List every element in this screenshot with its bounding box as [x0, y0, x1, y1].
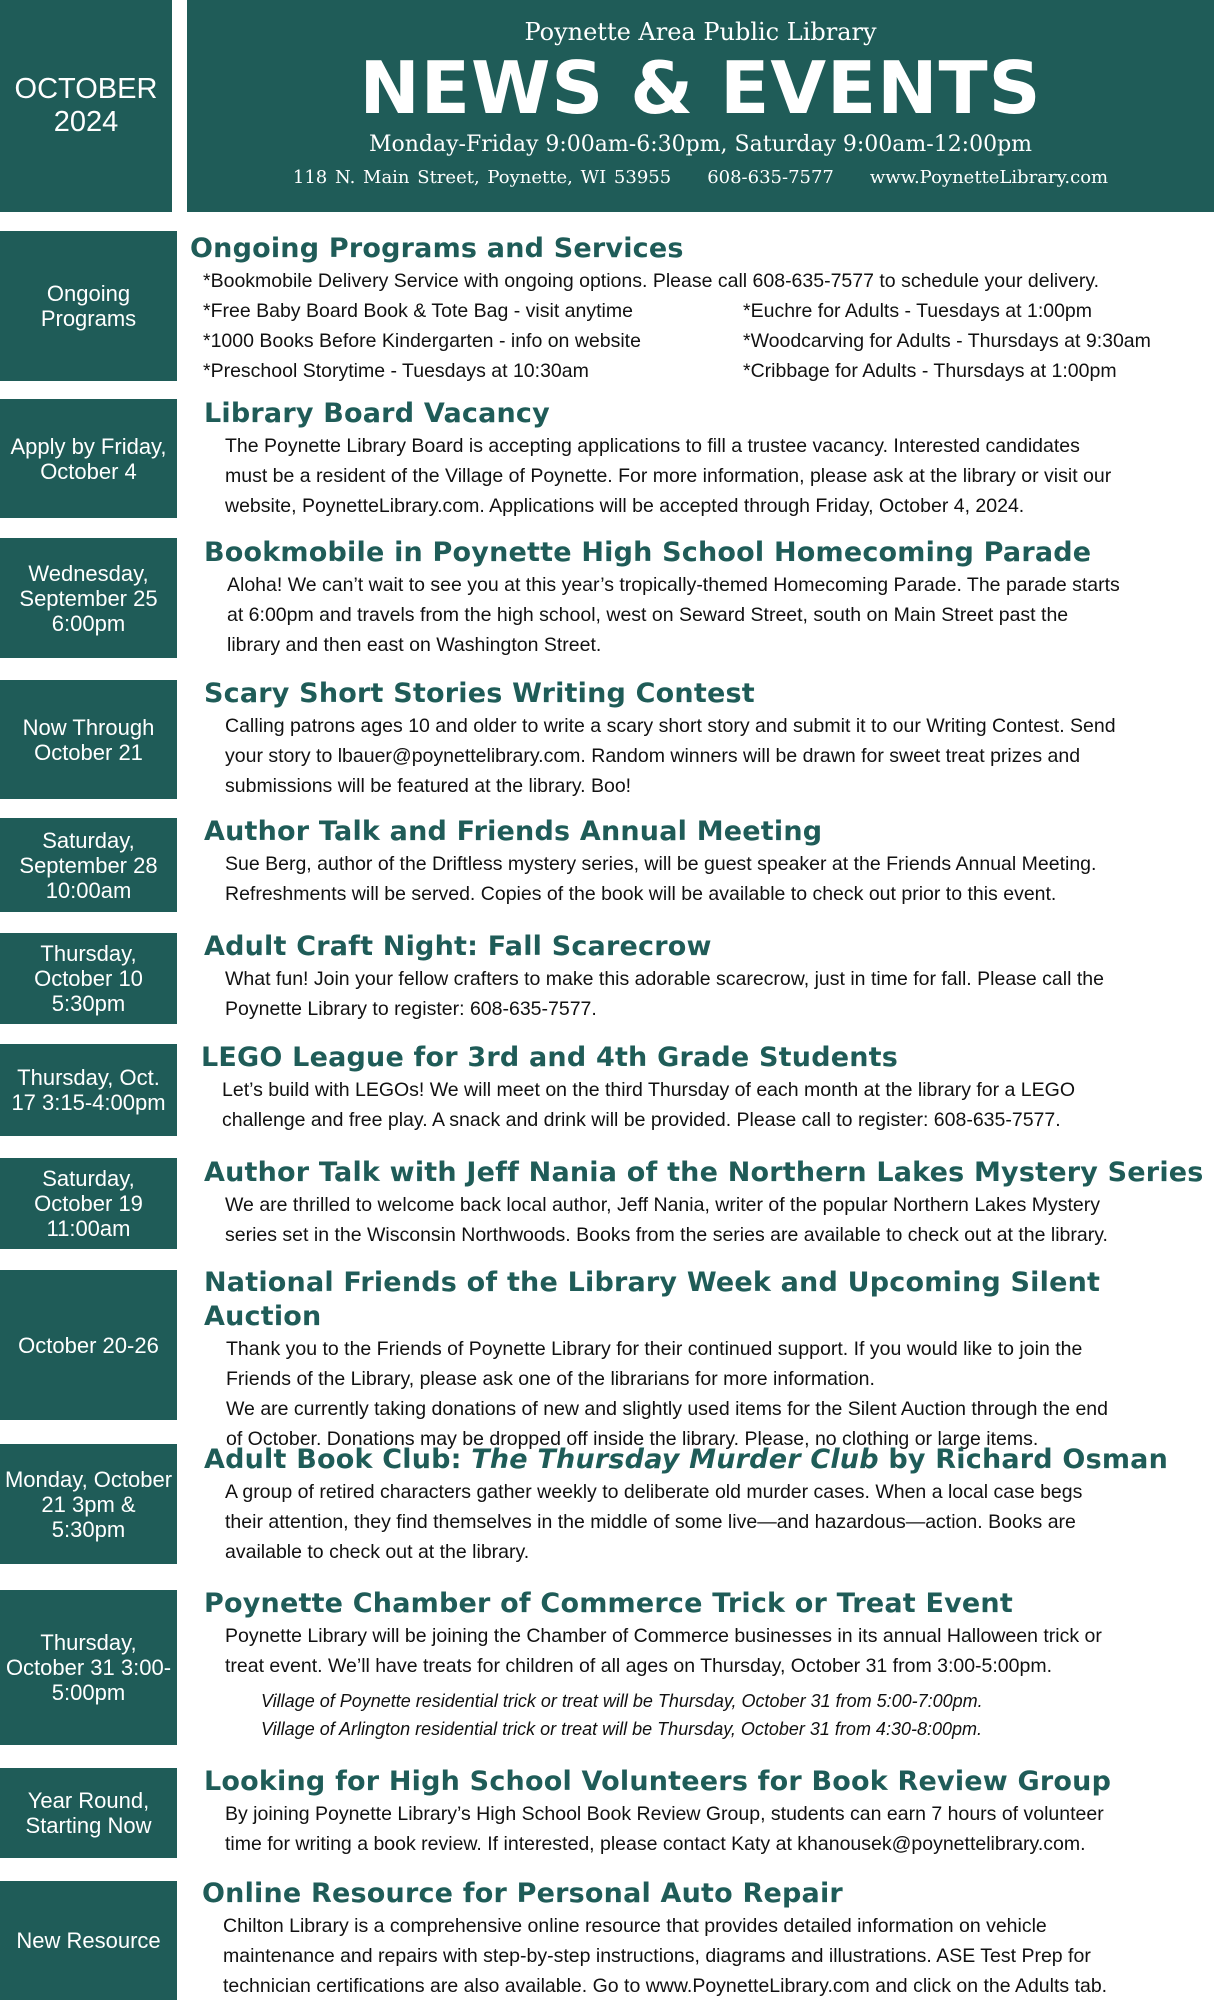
section-text: Poynette Library will be joining the Chamber of Commerce businesses in its annual Halloween trick or: [225, 1625, 1102, 1647]
section-text: submissions will be featured at the library. Boo!: [225, 775, 632, 797]
section-text: Let’s build with LEGOs! We will meet on the third Thursday of each month at the library for a LEGO: [222, 1079, 1075, 1101]
section-text: The Poynette Library Board is accepting applications to fill a trustee vacancy. Interested candidates: [225, 435, 1080, 457]
section-title: LEGO League for 3rd and 4th Grade Students: [201, 1042, 899, 1073]
section-text: Refreshments will be served. Copies of the book will be available to check out prior to this event.: [225, 883, 1057, 905]
section-text: What fun! Join your fellow crafters to make this adorable scarecrow, just in time for fall. Please call the: [225, 968, 1104, 990]
program-list: [190, 296, 1214, 386]
list-item: *1000 Books Before Kindergarten - info on website: [203, 330, 641, 352]
month-box: [0, 0, 172, 212]
section-text: Thank you to the Friends of Poynette Library for their continued support. If you would like to join the: [226, 1338, 1083, 1360]
library-hours: Monday-Friday 9:00am-6:30pm, Saturday 9:00am-12:00pm: [368, 132, 1033, 157]
side-label-event: Saturday, September 28 10:00am: [0, 818, 177, 912]
section-event: [204, 1266, 1209, 1454]
section-text: Calling patrons ages 10 and older to write a scary short story and submit it to our Writing Contest. Send: [225, 715, 1116, 737]
section-text: We are thrilled to welcome back local author, Jeff Nania, writer of the popular Northern Lakes Mystery: [225, 1194, 1101, 1216]
website-link[interactable]: www.PoynetteLibrary.com: [869, 167, 1109, 188]
section-text: Chilton Library is a comprehensive online resource that provides detailed information on vehicle: [223, 1915, 1047, 1937]
note-text: Village of Poynette residential trick or treat will be Thursday, October 31 from 5:00-7:00pm.: [261, 1691, 983, 1711]
book-title: The Thursday Murder Club: [471, 1444, 879, 1475]
side-label-event: Apply by Friday, October 4: [0, 399, 177, 518]
list-item: *Cribbage for Adults - Thursdays at 1:00pm: [743, 360, 1117, 382]
side-label-event: Thursday, Oct. 17 3:15-4:00pm: [0, 1044, 177, 1136]
address: 118 N. Main Street, Poynette, WI 53955: [292, 167, 672, 188]
section-event: [204, 930, 1209, 1024]
list-item: *Free Baby Board Book & Tote Bag - visit anytime: [203, 300, 633, 322]
title-suffix: by Richard Osman: [878, 1444, 1169, 1475]
section-event: [204, 1156, 1209, 1250]
section-text: at 6:00pm and travels from the high school, west on Seward Street, south on Main Street past the: [227, 604, 1069, 626]
section-text: series set in the Wisconsin Northwoods. Books from the series are available to check out at the library.: [225, 1224, 1108, 1246]
section-title: Poynette Chamber of Commerce Trick or Treat Event: [204, 1588, 1013, 1619]
section-text: Sue Berg, author of the Driftless mystery series, will be guest speaker at the Friends Annual Meeting.: [225, 853, 1097, 875]
section-text: challenge and free play. A snack and drink will be provided. Please call to register: 608-635-7577.: [222, 1109, 1061, 1131]
side-label-event: Wednesday, September 25 6:00pm: [0, 538, 177, 658]
section-title: Scary Short Stories Writing Contest: [204, 678, 755, 709]
header-banner: [187, 0, 1214, 212]
section-title: Author Talk and Friends Annual Meeting: [204, 816, 823, 847]
section-text: must be a resident of the Village of Poynette. For more information, please ask at the library or visit our: [225, 465, 1112, 487]
section-text: available to check out at the library.: [225, 1541, 530, 1563]
section-event: [204, 1765, 1209, 1859]
side-label-event: Now Through October 21: [0, 680, 177, 799]
section-text: Friends of the Library, please ask one of the librarians for more information.: [226, 1368, 875, 1390]
phone: 608-635-7577: [707, 167, 834, 188]
side-label-event: October 20-26: [0, 1270, 177, 1420]
section-event: [201, 1041, 1206, 1135]
side-label-event: Saturday, October 19 11:00am: [0, 1158, 177, 1249]
section-text: By joining Poynette Library’s High School Book Review Group, students can earn 7 hours of volunteer: [225, 1803, 1104, 1825]
section-title: Ongoing Programs and Services: [190, 233, 684, 264]
section-text: *Bookmobile Delivery Service with ongoing options. Please call 608-635-7577 to schedule your delivery.: [203, 270, 1100, 292]
section-event: [204, 397, 1209, 521]
section-text: library and then east on Washington Street.: [227, 634, 602, 656]
section-event: [204, 536, 1209, 660]
section-text: maintenance and repairs with step-by-step instructions, diagrams and illustrations. ASE Test Prep for: [223, 1945, 1091, 1967]
side-label-event: Thursday, October 10 5:30pm: [0, 933, 177, 1024]
section-event: [204, 1587, 1209, 1743]
section-text: treat event. We’ll have treats for children of all ages on Thursday, October 31 from 3:00-5:00pm.: [225, 1655, 1053, 1677]
section-title: Library Board Vacancy: [204, 398, 550, 429]
contact-line: [187, 167, 1214, 188]
year: 2024: [53, 106, 119, 138]
section-title: Bookmobile in Poynette High School Homecoming Parade: [204, 537, 1092, 568]
list-item: *Preschool Storytime - Tuesdays at 10:30am: [203, 360, 589, 382]
section-event: [204, 1443, 1209, 1567]
page-title: NEWS & EVENTS: [359, 46, 1042, 130]
section-text: time for writing a book review. If interested, please contact Katy at khanousek@poynettelibrary.com.: [225, 1833, 1086, 1855]
section-title: National Friends of the Library Week and Upcoming Silent Auction: [204, 1267, 1101, 1332]
month: OCTOBER: [14, 73, 158, 105]
section-title: [204, 1443, 1209, 1477]
section-text: A group of retired characters gather weekly to deliberate old murder cases. When a local case begs: [225, 1481, 1083, 1503]
section-text: Aloha! We can’t wait to see you at this year’s tropically-themed Homecoming Parade. The parade starts: [227, 574, 1120, 596]
section-event: [202, 1877, 1207, 2001]
section-ongoing: [190, 232, 1214, 386]
section-text: your story to lbauer@poynettelibrary.com. Random winners will be drawn for sweet treat prizes and: [225, 745, 1081, 767]
section-text: technician certifications are also available. Go to www.PoynetteLibrary.com and click on the Adults tab.: [223, 1975, 1108, 1997]
title-prefix: Adult Book Club:: [204, 1444, 472, 1475]
note-text: Village of Arlington residential trick or treat will be Thursday, October 31 from 4:30-8:00pm.: [261, 1719, 983, 1739]
side-label-ongoing: Ongoing Programs: [0, 231, 177, 381]
section-title: Author Talk with Jeff Nania of the Northern Lakes Mystery Series: [204, 1157, 1204, 1188]
section-text: website, PoynetteLibrary.com. Applications will be accepted through Friday, October 4, 2024.: [225, 495, 1025, 517]
section-title: Looking for High School Volunteers for Book Review Group: [204, 1766, 1112, 1797]
side-label-event: New Resource: [0, 1881, 177, 2000]
list-item: *Euchre for Adults - Tuesdays at 1:00pm: [743, 300, 1093, 322]
section-event: [204, 815, 1209, 909]
list-item: *Woodcarving for Adults - Thursdays at 9:30am: [743, 330, 1151, 352]
library-name: Poynette Area Public Library: [524, 18, 877, 46]
side-label-event: Monday, October 21 3pm & 5:30pm: [0, 1444, 177, 1564]
side-label-event: Year Round, Starting Now: [0, 1768, 177, 1858]
section-text: Poynette Library to register: 608-635-7577.: [225, 998, 597, 1020]
section-text: of October. Donations may be dropped off inside the library. Please, no clothing or large items.: [226, 1428, 1039, 1450]
section-text: their attention, they find themselves in the middle of some live—and hazardous—action. Books are: [225, 1511, 1076, 1533]
section-title: Online Resource for Personal Auto Repair: [202, 1878, 843, 1909]
section-event: [204, 677, 1209, 801]
section-text: We are currently taking donations of new and slightly used items for the Silent Auction through the end: [226, 1398, 1108, 1420]
side-label-event: Thursday, October 31 3:00-5:00pm: [0, 1590, 177, 1745]
section-title: Adult Craft Night: Fall Scarecrow: [204, 931, 712, 962]
